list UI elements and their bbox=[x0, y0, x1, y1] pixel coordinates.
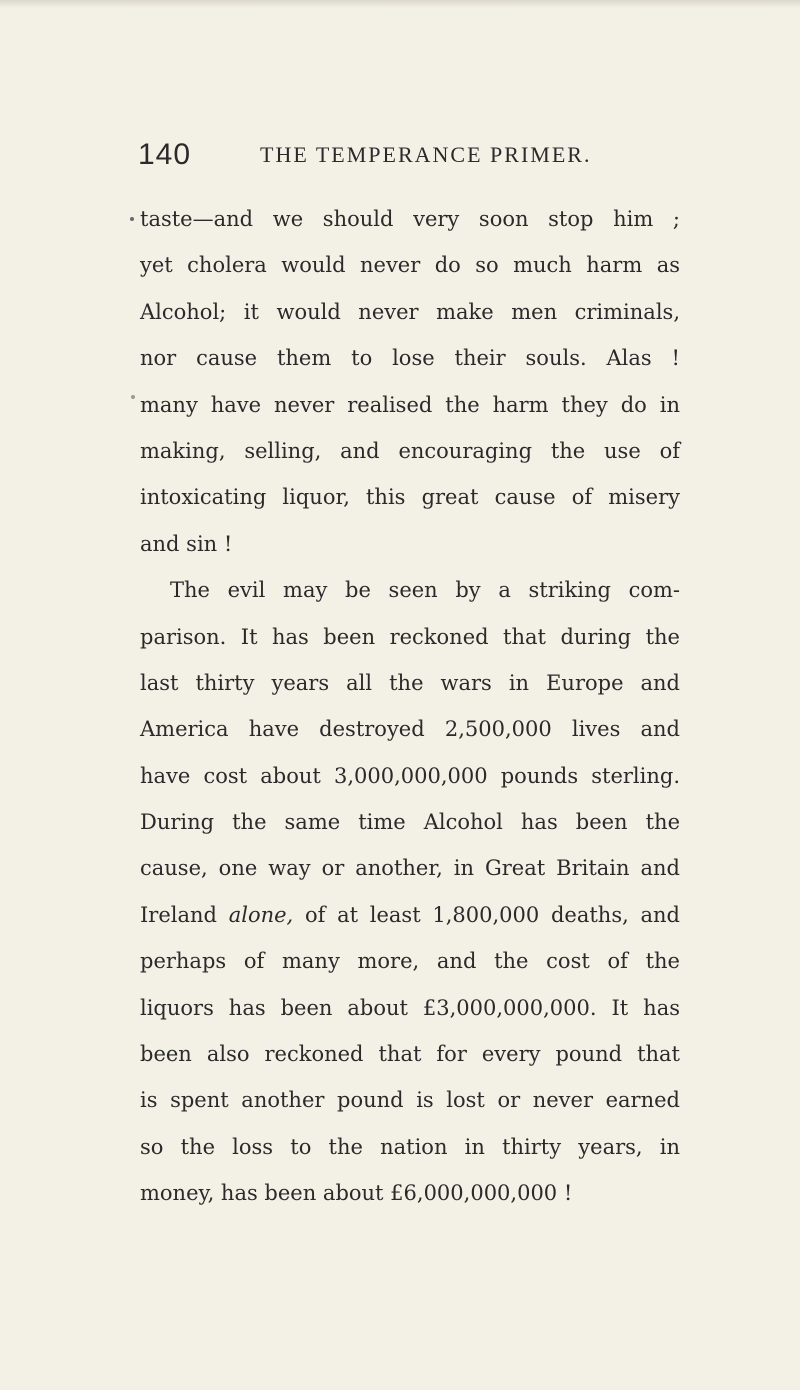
text-line: been also reckoned that for every pound that bbox=[140, 1042, 680, 1067]
text-line: and sin ! bbox=[140, 531, 233, 556]
page-top-edge bbox=[0, 0, 800, 8]
text-line: have cost about 3,000,000,000 pounds sterling. bbox=[140, 763, 680, 788]
text-line: perhaps of many more, and the cost of the bbox=[140, 949, 680, 974]
text-line: During the same time Alcohol has been the bbox=[140, 810, 680, 835]
running-title: THE TEMPERANCE PRIMER. bbox=[260, 142, 592, 167]
text-fragment: of at least 1,800,000 deaths, and bbox=[304, 902, 680, 927]
text-line: liquors has been about £3,000,000,000. It has bbox=[140, 995, 680, 1020]
text-line: taste—and we should very soon stop him ; bbox=[140, 207, 680, 231]
running-head bbox=[138, 132, 658, 178]
text-line: making, selling, and encouraging the use of bbox=[140, 438, 680, 463]
text-line: cause, one way or another, in Great Britain and bbox=[140, 856, 680, 881]
text-line: America have destroyed 2,500,000 lives and bbox=[140, 717, 680, 742]
page-number: 140 bbox=[138, 138, 192, 171]
text-line: many have never realised the harm they do in bbox=[140, 392, 680, 417]
text-line: parison. It has been reckoned that during the bbox=[140, 624, 680, 649]
body-text bbox=[140, 196, 680, 1217]
text-line: Alcohol; it would never make men criminals, bbox=[140, 299, 680, 324]
text-line: The evil may be seen by a striking com- bbox=[170, 578, 680, 603]
text-line: last thirty years all the wars in Europe and bbox=[140, 670, 680, 695]
text-line: money, has been about £6,000,000,000 ! bbox=[140, 1181, 573, 1206]
text-line: nor cause them to lose their souls. Alas ! bbox=[140, 346, 680, 371]
margin-mark bbox=[130, 217, 134, 221]
text-line: yet cholera would never do so much harm as bbox=[140, 253, 680, 278]
margin-mark bbox=[131, 395, 135, 399]
text-fragment: Ireland bbox=[140, 902, 217, 927]
text-line: intoxicating liquor, this great cause of misery bbox=[140, 485, 680, 510]
italic-word: alone, bbox=[228, 902, 294, 927]
text-line bbox=[140, 892, 680, 938]
text-line: is spent another pound is lost or never earned bbox=[140, 1088, 680, 1113]
text-line: so the loss to the nation in thirty years, in bbox=[140, 1134, 680, 1159]
